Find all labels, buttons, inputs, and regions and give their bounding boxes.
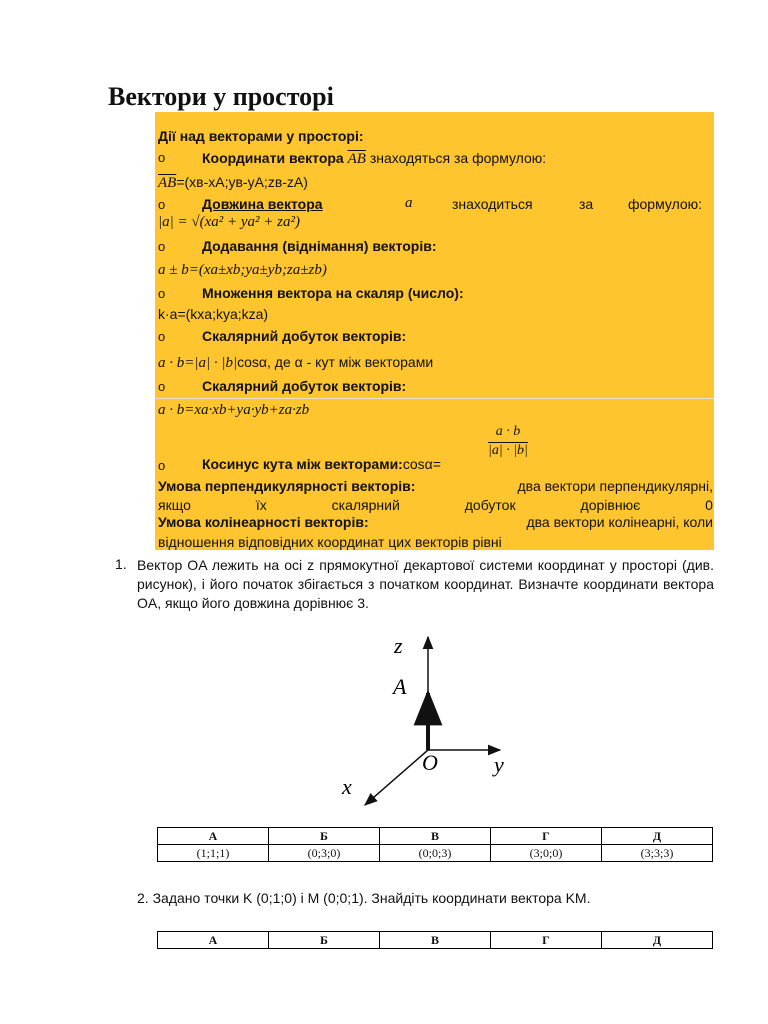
problem-1-number: 1. [115, 556, 127, 572]
vector-ab-2: $\overline{AB}$ [158, 175, 177, 191]
option-d-value: (3;0;0) [491, 845, 602, 862]
problem-1-text: Вектор OA лежить на осі z прямокутної декартової системи координат у просторі (див. рисунок), і його початок збігається з початком координат. Визначте координати вектора OA, якщо його довжина дорівнює 3. [137, 557, 714, 611]
answer-table-1 [157, 827, 713, 862]
option-a-value: (1;1;1) [158, 845, 269, 862]
word: дорівнює [580, 497, 641, 513]
option-e-header: Д [602, 932, 713, 949]
box-heading: Дії над векторами у просторі: [158, 128, 364, 144]
addition-label: Додавання (віднімання) векторів: [202, 238, 437, 254]
bullet: o [158, 286, 166, 301]
option-b-header: Б [269, 932, 380, 949]
vector-coords-line [202, 150, 546, 168]
perpendicular-rest: два вектори перпендикулярні, [517, 478, 713, 494]
length-line [202, 196, 323, 212]
bullet: o [158, 458, 166, 473]
word: якщо [158, 497, 191, 513]
vector-ab: $\overline{AB}$ [347, 151, 366, 167]
divider [155, 398, 714, 399]
option-c-value: (0;0;3) [380, 845, 491, 862]
dot-product-rest: cosα, де α - кут між векторами [237, 354, 434, 370]
length-word-1: знаходиться [452, 196, 533, 212]
problem-2-text: Задано точки K (0;1;0) і M (0;0;1). Знайдіть координати вектора KM. [152, 890, 591, 906]
length-word-3: формулою: [628, 196, 703, 212]
cosine-rest: cosα= [402, 456, 441, 472]
dot-product-formula-1 [158, 354, 433, 372]
vector-coords-label: Координати вектора [202, 150, 344, 166]
word: добуток [464, 497, 516, 513]
option-b-header: Б [269, 828, 380, 845]
word: їх [255, 497, 267, 513]
option-d-header: Г [491, 932, 602, 949]
y-label: y [494, 752, 504, 777]
dot-product-label-2: Скалярний добуток векторів: [202, 378, 407, 394]
option-c-header: В [380, 932, 491, 949]
answer-table-2 [157, 931, 713, 949]
perpendicular-label: Умова перпендикулярності векторів: [158, 478, 416, 494]
length-label: Довжина вектора [202, 196, 323, 212]
option-a-header: А [158, 828, 269, 845]
vector-coords-formula [158, 174, 308, 192]
scalar-mult-label: Множення вектора на скаляр (число): [202, 285, 464, 301]
addition-formula: a ± b=(xa±xb;ya±yb;za±zb) [158, 262, 327, 278]
x-label: x [342, 774, 352, 799]
option-b-value: (0;3;0) [269, 845, 380, 862]
option-e-header: Д [602, 828, 713, 845]
option-e-value: (3;3;3) [602, 845, 713, 862]
cosine-line [202, 456, 441, 472]
option-a-header: А [158, 932, 269, 949]
coords-formula-text: =(xв-xA;yв-yA;zв-zA) [176, 174, 308, 190]
cosine-label: Косинус кута між векторами: [202, 456, 403, 472]
dot-product-label: Скалярний добуток векторів: [202, 328, 407, 344]
collinear-label: Умова колінеарності векторів: [158, 514, 369, 530]
perpendicular-cont [158, 497, 713, 513]
scalar-mult-formula: k·a=(kxa;kya;kza) [158, 306, 269, 322]
cosine-fraction [488, 424, 528, 459]
problem-2 [137, 889, 714, 908]
z-label: z [394, 633, 403, 658]
x-axis [365, 750, 428, 805]
bullet: o [158, 379, 166, 394]
fraction-denominator: |a| · |b| [488, 443, 528, 458]
perpendicular-line [158, 478, 713, 494]
vector-a: a [405, 195, 413, 211]
fraction-numerator: a · b [488, 424, 528, 443]
option-c-header: В [380, 828, 491, 845]
length-word-2: за [579, 196, 594, 212]
word: скалярний [331, 497, 400, 513]
vector-coords-rest: знаходяться за формулою: [369, 150, 547, 166]
dot-product-formula-2: a · b=xa·xb+ya·yb+za·zb [158, 402, 310, 418]
bullet: o [158, 150, 166, 165]
problem-2-number: 2. [137, 890, 149, 906]
collinear-line [158, 514, 713, 530]
bullet: o [158, 239, 166, 254]
collinear-rest: два вектори колінеарні, коли [526, 514, 713, 530]
page-title: Вектори у просторі [108, 82, 334, 111]
option-d-header: Г [491, 828, 602, 845]
a-label: A [393, 674, 407, 699]
bullet: o [158, 197, 166, 212]
collinear-cont: відношення відповідних координат цих векторів рівні [158, 534, 502, 550]
coordinate-axes-figure [330, 625, 530, 810]
dot-product-expr: a · b=|a| · |b| [158, 355, 238, 371]
bullet: o [158, 329, 166, 344]
word: 0 [705, 497, 713, 513]
length-formula: |a| = √(xa² + ya² + za²) [158, 214, 300, 230]
o-label: O [422, 750, 438, 775]
